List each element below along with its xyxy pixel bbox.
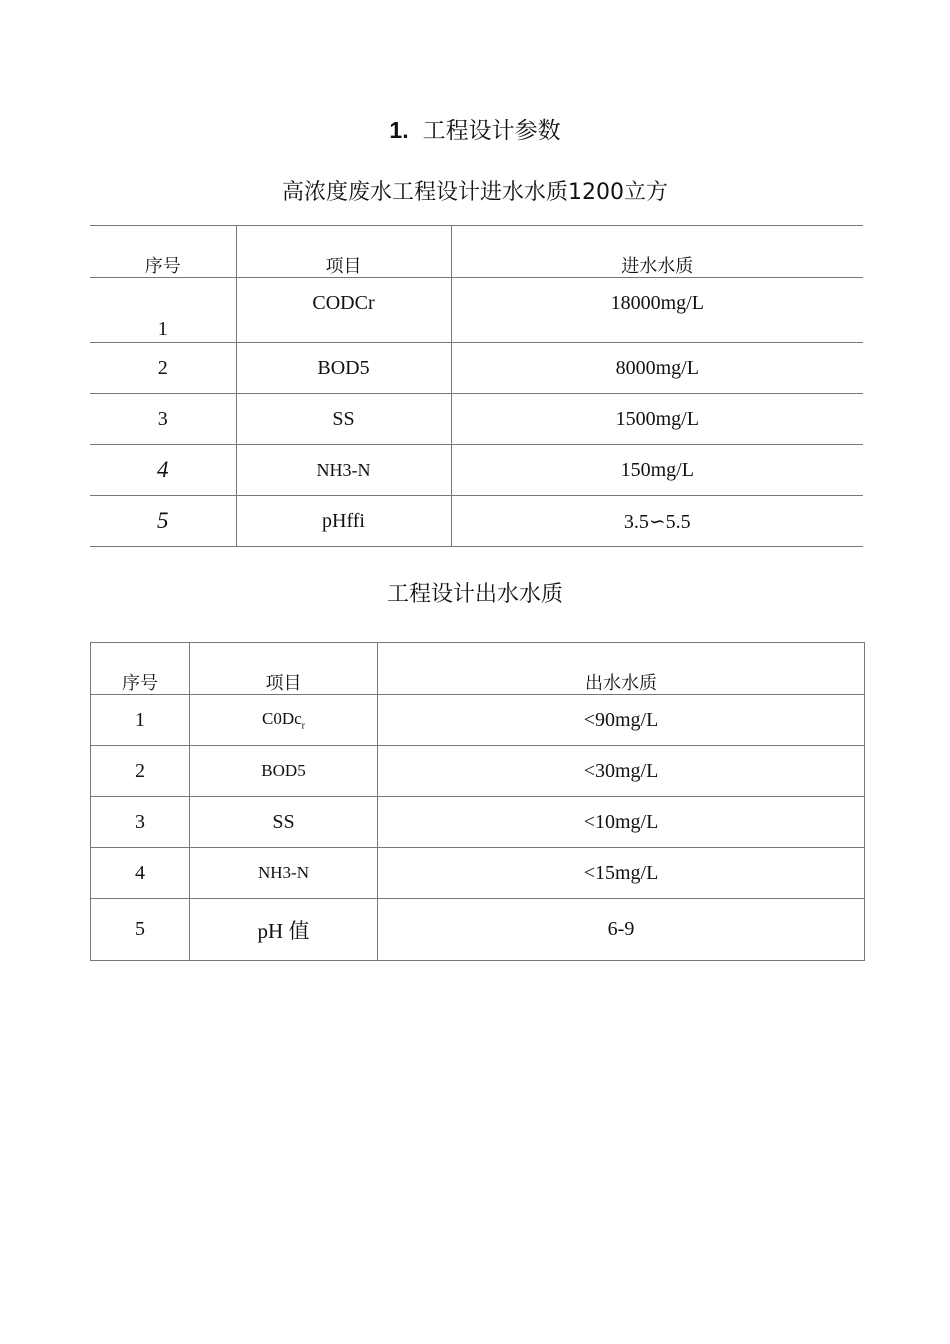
table-row <box>90 343 863 394</box>
table-row <box>91 695 865 746</box>
header-cell-item: 项目 <box>236 226 451 278</box>
outlet-table-title: 工程设计出水水质 <box>386 582 563 607</box>
table-header-row <box>90 226 863 278</box>
row-no: 2 <box>91 746 190 797</box>
row-no: 3 <box>157 407 168 430</box>
section-title: 工程设计参数 <box>422 118 561 144</box>
row-value: <15mg/L <box>378 848 865 899</box>
row-no: 4 <box>91 848 190 899</box>
inlet-table-title: 高浓度废水工程设计进水水质1200立方 <box>282 180 668 205</box>
header-cell-value: 出水水质 <box>378 643 865 695</box>
table-row <box>91 899 865 961</box>
table-row <box>91 848 865 899</box>
header-cell-no: 序号 <box>144 256 181 277</box>
row-no: 3 <box>91 797 190 848</box>
row-item <box>190 899 378 961</box>
table-row <box>90 445 863 496</box>
table-row <box>91 746 865 797</box>
table-row <box>90 496 863 547</box>
section-heading <box>0 112 950 145</box>
row-item: SS <box>236 394 451 445</box>
header-cell-item: 项目 <box>190 643 378 695</box>
row-value: <90mg/L <box>378 695 865 746</box>
row-item-suffix: 值 <box>288 918 310 943</box>
row-item: NH3-N <box>190 848 378 899</box>
row-item-text: pH <box>257 918 284 943</box>
row-no: 1 <box>157 318 168 340</box>
row-value: <10mg/L <box>378 797 865 848</box>
table-row <box>91 797 865 848</box>
row-value: 18000mg/L <box>451 278 863 343</box>
row-item-subscript: r <box>301 720 305 732</box>
inlet-quality-table <box>90 225 863 547</box>
table-header-row <box>91 643 865 695</box>
row-item: SS <box>190 797 378 848</box>
row-no: 5 <box>157 508 169 533</box>
row-item-text: C0Dc <box>261 708 302 728</box>
row-item: BOD5 <box>236 343 451 394</box>
table-row <box>90 278 863 343</box>
header-cell-value: 进水水质 <box>451 226 863 278</box>
row-item: NH3-N <box>236 445 451 496</box>
row-value: 1500mg/L <box>451 394 863 445</box>
row-value: 3.5∽5.5 <box>451 496 863 547</box>
table-row <box>90 394 863 445</box>
row-value: 6-9 <box>378 899 865 961</box>
row-value: 8000mg/L <box>451 343 863 394</box>
row-item <box>190 695 378 746</box>
row-no: 1 <box>91 695 190 746</box>
section-number: 1. <box>389 117 409 143</box>
row-no: 2 <box>157 356 168 379</box>
row-no: 4 <box>157 457 169 482</box>
row-item: CODCr <box>236 278 451 343</box>
row-item: BOD5 <box>190 746 378 797</box>
header-cell-no: 序号 <box>91 643 190 695</box>
row-item: pHffi <box>236 496 451 547</box>
row-no: 5 <box>91 899 190 961</box>
outlet-quality-table <box>90 642 865 961</box>
row-value: <30mg/L <box>378 746 865 797</box>
row-value: 150mg/L <box>451 445 863 496</box>
